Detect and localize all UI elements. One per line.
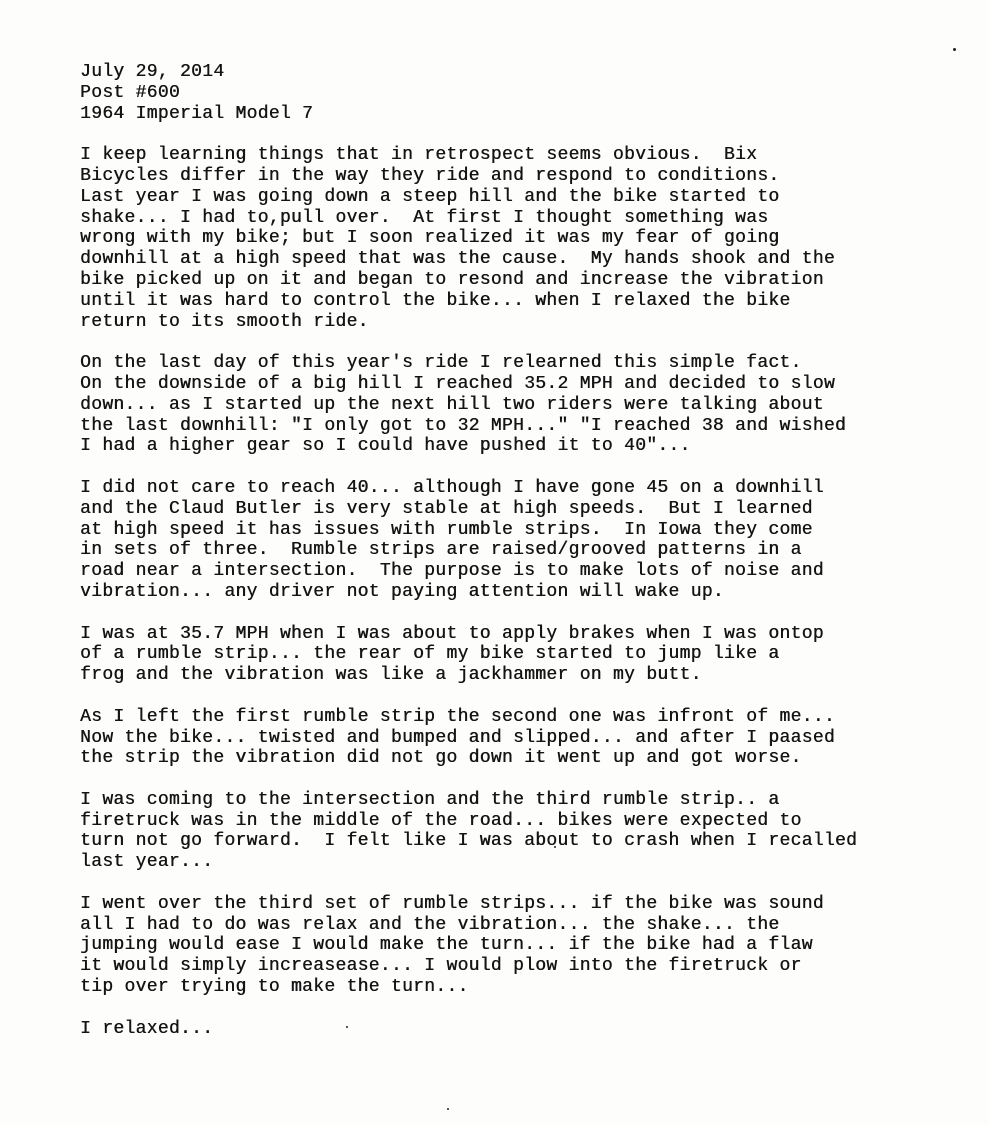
body-text: [80, 145, 960, 1039]
text-line: the strip the vibration did not go down it went up and got worse.: [80, 748, 802, 769]
text-line: of a rumble strip... the rear of my bike started to jump like a: [80, 644, 780, 665]
subject-line: 1964 Imperial Model 7: [80, 103, 314, 124]
typed-text: [80, 62, 960, 1060]
text-line: wrong with my bike; but I soon realized it was my fear of going: [80, 228, 780, 249]
text-line: I did not care to reach 40... although I have gone 45 on a downhill: [80, 477, 824, 498]
text-line: turn not go forward. I felt like I was about to crash when I recalled: [80, 831, 858, 852]
date-line: July 29, 2014: [80, 62, 225, 82]
paragraph: [80, 353, 960, 457]
text-line: I was at 35.7 MPH when I was about to apply brakes when I was ontop: [80, 623, 824, 644]
text-line: firetruck was in the middle of the road... bikes were expected to: [80, 810, 802, 831]
post-number-line: Post #600: [80, 82, 180, 103]
text-line: all I had to do was relax and the vibration... the shake... the: [80, 914, 780, 935]
paragraph: [80, 624, 960, 686]
paragraph: [80, 1019, 960, 1040]
text-line: As I left the first rumble strip the second one was infront of me...: [80, 706, 835, 727]
paragraph: [80, 894, 960, 998]
paragraph: [80, 790, 960, 873]
text-line: it would simply increasease... I would plow into the firetruck or: [80, 956, 802, 977]
text-line: I relaxed...: [80, 1018, 214, 1039]
text-line: I keep learning things that in retrospect seems obvious. Bix: [80, 145, 758, 166]
text-line: at high speed it has issues with rumble strips. In Iowa they come: [80, 519, 813, 540]
text-line: until it was hard to control the bike... when I relaxed the bike: [80, 290, 791, 311]
text-line: and the Claud Butler is very stable at high speeds. But I learned: [80, 498, 813, 519]
text-line: On the last day of this year's ride I relearned this simple fact.: [80, 353, 802, 374]
text-line: frog and the vibration was like a jackhammer on my butt.: [80, 665, 702, 686]
text-line: jumping would ease I would make the turn... if the bike had a flaw: [80, 935, 813, 956]
text-line: road near a intersection. The purpose is to make lots of noise and: [80, 561, 824, 582]
ink-speck: [953, 48, 956, 51]
text-line: Bicycles differ in the way they ride and respond to conditions.: [80, 165, 780, 186]
text-line: last year...: [80, 852, 214, 873]
text-line: bike picked up on it and began to resond and increase the vibration: [80, 269, 824, 290]
text-line: On the downside of a big hill I reached 35.2 MPH and decided to slow: [80, 373, 835, 394]
text-line: I had a higher gear so I could have pushed it to 40"...: [80, 436, 691, 457]
text-line: tip over trying to make the turn...: [80, 977, 469, 998]
paragraph: [80, 707, 960, 769]
text-line: vibration... any driver not paying attention will wake up.: [80, 581, 724, 602]
document-header: [80, 62, 960, 124]
text-line: shake... I had to,pull over. At first I thought something was: [80, 207, 769, 228]
text-line: I went over the third set of rumble strips... if the bike was sound: [80, 893, 824, 914]
text-line: downhill at a high speed that was the cause. My hands shook and the: [80, 249, 835, 270]
text-line: I was coming to the intersection and the third rumble strip.. a: [80, 789, 780, 810]
text-line: down... as I started up the next hill two riders were talking about: [80, 394, 824, 415]
paragraph: [80, 145, 960, 332]
text-line: return to its smooth ride.: [80, 311, 369, 332]
paragraph: [80, 478, 960, 603]
text-line: Last year I was going down a steep hill and the bike started to: [80, 186, 780, 207]
text-line: the last downhill: "I only got to 32 MPH..." "I reached 38 and wished: [80, 415, 847, 436]
text-line: in sets of three. Rumble strips are raised/grooved patterns in a: [80, 540, 802, 561]
ink-speck: [447, 1108, 449, 1110]
text-line: Now the bike... twisted and bumped and slipped... and after I paased: [80, 727, 835, 748]
